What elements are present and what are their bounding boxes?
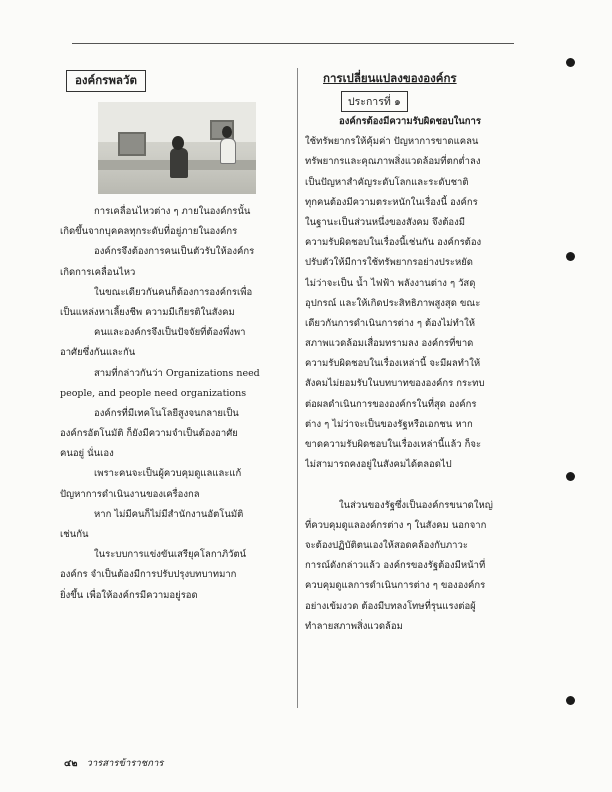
text-line: ปัญหาการดำเนินงานของเครื่องกล <box>60 488 200 500</box>
left-column <box>60 70 292 606</box>
page-number: ๔๒ <box>64 758 78 769</box>
text-line: เกิดการเคลื่อนไหว <box>60 266 136 278</box>
text-line: ทำลายสภาพสิ่งแวดล้อม <box>305 620 403 632</box>
text-line: ความรับผิดชอบในเรื่องนี้เช่นกัน องค์กรต้อง <box>305 237 482 249</box>
binder-hole <box>566 696 575 705</box>
top-rule <box>72 43 514 44</box>
text-line: ความรับผิดชอบในเรื่องเหล่านี้ จะมีผลทำให้ <box>305 358 481 370</box>
right-body-text <box>305 112 535 637</box>
text-line: เป็นแหล่งหาเลี้ยงชีพ ความมีเกียรติในสังคม <box>60 306 235 318</box>
text-line: ไม่ว่าจะเป็น น้ำ ไฟฟ้า พลังงานต่าง ๆ วัสดุ <box>305 277 476 289</box>
text-line <box>305 475 535 495</box>
binder-hole <box>566 472 575 481</box>
text-line: ในฐานะเป็นส่วนหนึ่งของสังคม จึงต้องมี <box>305 216 465 228</box>
text-line: people, and people need organizations <box>60 387 247 399</box>
text-line: ในส่วนของรัฐซึ่งเป็นองค์กรขนาดใหญ่ <box>339 499 493 511</box>
text-line: เช่นกัน <box>60 529 89 540</box>
page-footer <box>64 756 163 771</box>
text-line: คนและองค์กรจึงเป็นปัจจัยที่ต้องพึ่งพา <box>94 327 246 339</box>
point-label: ประการที่ ๑ <box>341 91 408 112</box>
left-body-text <box>60 202 292 606</box>
text-line: ทรัพยากรและคุณภาพสิ่งแวดล้อมที่ตกต่ำลง <box>305 156 481 168</box>
text-line: อาศัยซึ่งกันและกัน <box>60 347 136 359</box>
binder-hole <box>566 252 575 261</box>
text-line: ที่ควบคุมดูแลองค์กรต่าง ๆ ในสังคม นอกจาก <box>305 519 487 531</box>
office-photo <box>98 102 256 194</box>
text-line: จะต้องปฏิบัติตนเองให้สอดคล้องกับภาวะ <box>305 539 468 551</box>
text-line: องค์กรที่มีเทคโนโลยีสูงจนกลายเป็น <box>94 407 239 419</box>
column-divider <box>297 68 298 708</box>
text-line: อุปกรณ์ และให้เกิดประสิทธิภาพสูงสุด ขณะ <box>305 297 481 309</box>
text-line: ใช้ทรัพยากรให้คุ้มค่า ปัญหาการขาดแคลน <box>305 136 479 148</box>
text-line: องค์กรจึงต้องการคนเป็นตัวรับให้องค์กร <box>94 246 255 258</box>
text-line: ปรับตัวให้มีการใช้ทรัพยากรอย่างประหยัด <box>305 257 473 269</box>
publication-name: วารสารข้าราชการ <box>86 758 164 769</box>
text-line: ยิ่งขึ้น เพื่อให้องค์กรมีความอยู่รอด <box>60 589 198 601</box>
text-line: ต่อผลดำเนินการขององค์กรในที่สุด องค์กร <box>305 398 477 410</box>
text-line: อย่างเข้มงวด ต้องมีบทลงโทษที่รุนแรงต่อผู้ <box>305 600 476 612</box>
text-line: ทุกคนต้องมีความตระหนักในเรื่องนี้ องค์กร <box>305 196 478 208</box>
binder-hole <box>566 58 575 67</box>
text-line: การณ์ดังกล่าวแล้ว องค์กรของรัฐต้องมีหน้าที่ <box>305 560 486 572</box>
text-line: เดียวกันการดำเนินการต่าง ๆ ต้องไม่ทำให้ <box>305 317 476 329</box>
section-heading-organization-change: การเปลี่ยนแปลงขององค์กร <box>323 71 457 85</box>
text-line: ขาดความรับผิดชอบในเรื่องเหล่านี้แล้ว ก็จะ <box>305 439 482 450</box>
text-line: ต่าง ๆ ไม่ว่าจะเป็นของรัฐหรือเอกชน หาก <box>305 418 473 430</box>
section-heading-dynamic-organization: องค์กรพลวัต <box>66 70 146 92</box>
text-line: องค์กร จำเป็นต้องมีการปรับปรุงบทบาทมาก <box>60 569 237 581</box>
text-line: สังคมไม่ยอมรับในบทบาทขององค์กร กระทบ <box>305 378 485 390</box>
text-line: หาก ไม่มีคนก็ไม่มีสำนักงานอัตโนมัติ <box>94 508 244 520</box>
text-line: เกิดขึ้นจากบุคคลทุกระดับที่อยู่ภายในองค์กร <box>60 226 238 238</box>
text-line: ในขณะเดียวกันคนก็ต้องการองค์กรเพื่อ <box>94 286 253 298</box>
text-line: องค์กรต้องมีความรับผิดชอบในการ <box>339 116 481 127</box>
text-line: ควบคุมดูแลการดำเนินการต่าง ๆ ขององค์กร <box>305 580 486 592</box>
text-line: ในระบบการแข่งขันเสรียุคโลกาภิวัตน์ <box>94 549 247 561</box>
text-line: สภาพแวดล้อมเสื่อมทรามลง องค์กรที่ขาด <box>305 338 474 350</box>
text-line: เพราะคนจะเป็นผู้ควบคุมดูแลและแก้ <box>94 468 242 480</box>
right-column <box>305 70 535 637</box>
text-line: องค์กรอัตโนมัติ ก็ยังมีความจำเป็นต้องอาศัย <box>60 428 238 440</box>
text-line: ไม่สามารถคงอยู่ในสังคมได้ตลอดไป <box>305 459 452 471</box>
text-line: คนอยู่ นั่นเอง <box>60 448 114 460</box>
text-line: การเคลื่อนไหวต่าง ๆ ภายในองค์กรนั้น <box>94 206 251 217</box>
text-line: สามที่กล่าวกันว่า Organizations need <box>94 367 260 379</box>
text-line: เป็นปัญหาสำคัญระดับโลกและระดับชาติ <box>305 176 469 188</box>
